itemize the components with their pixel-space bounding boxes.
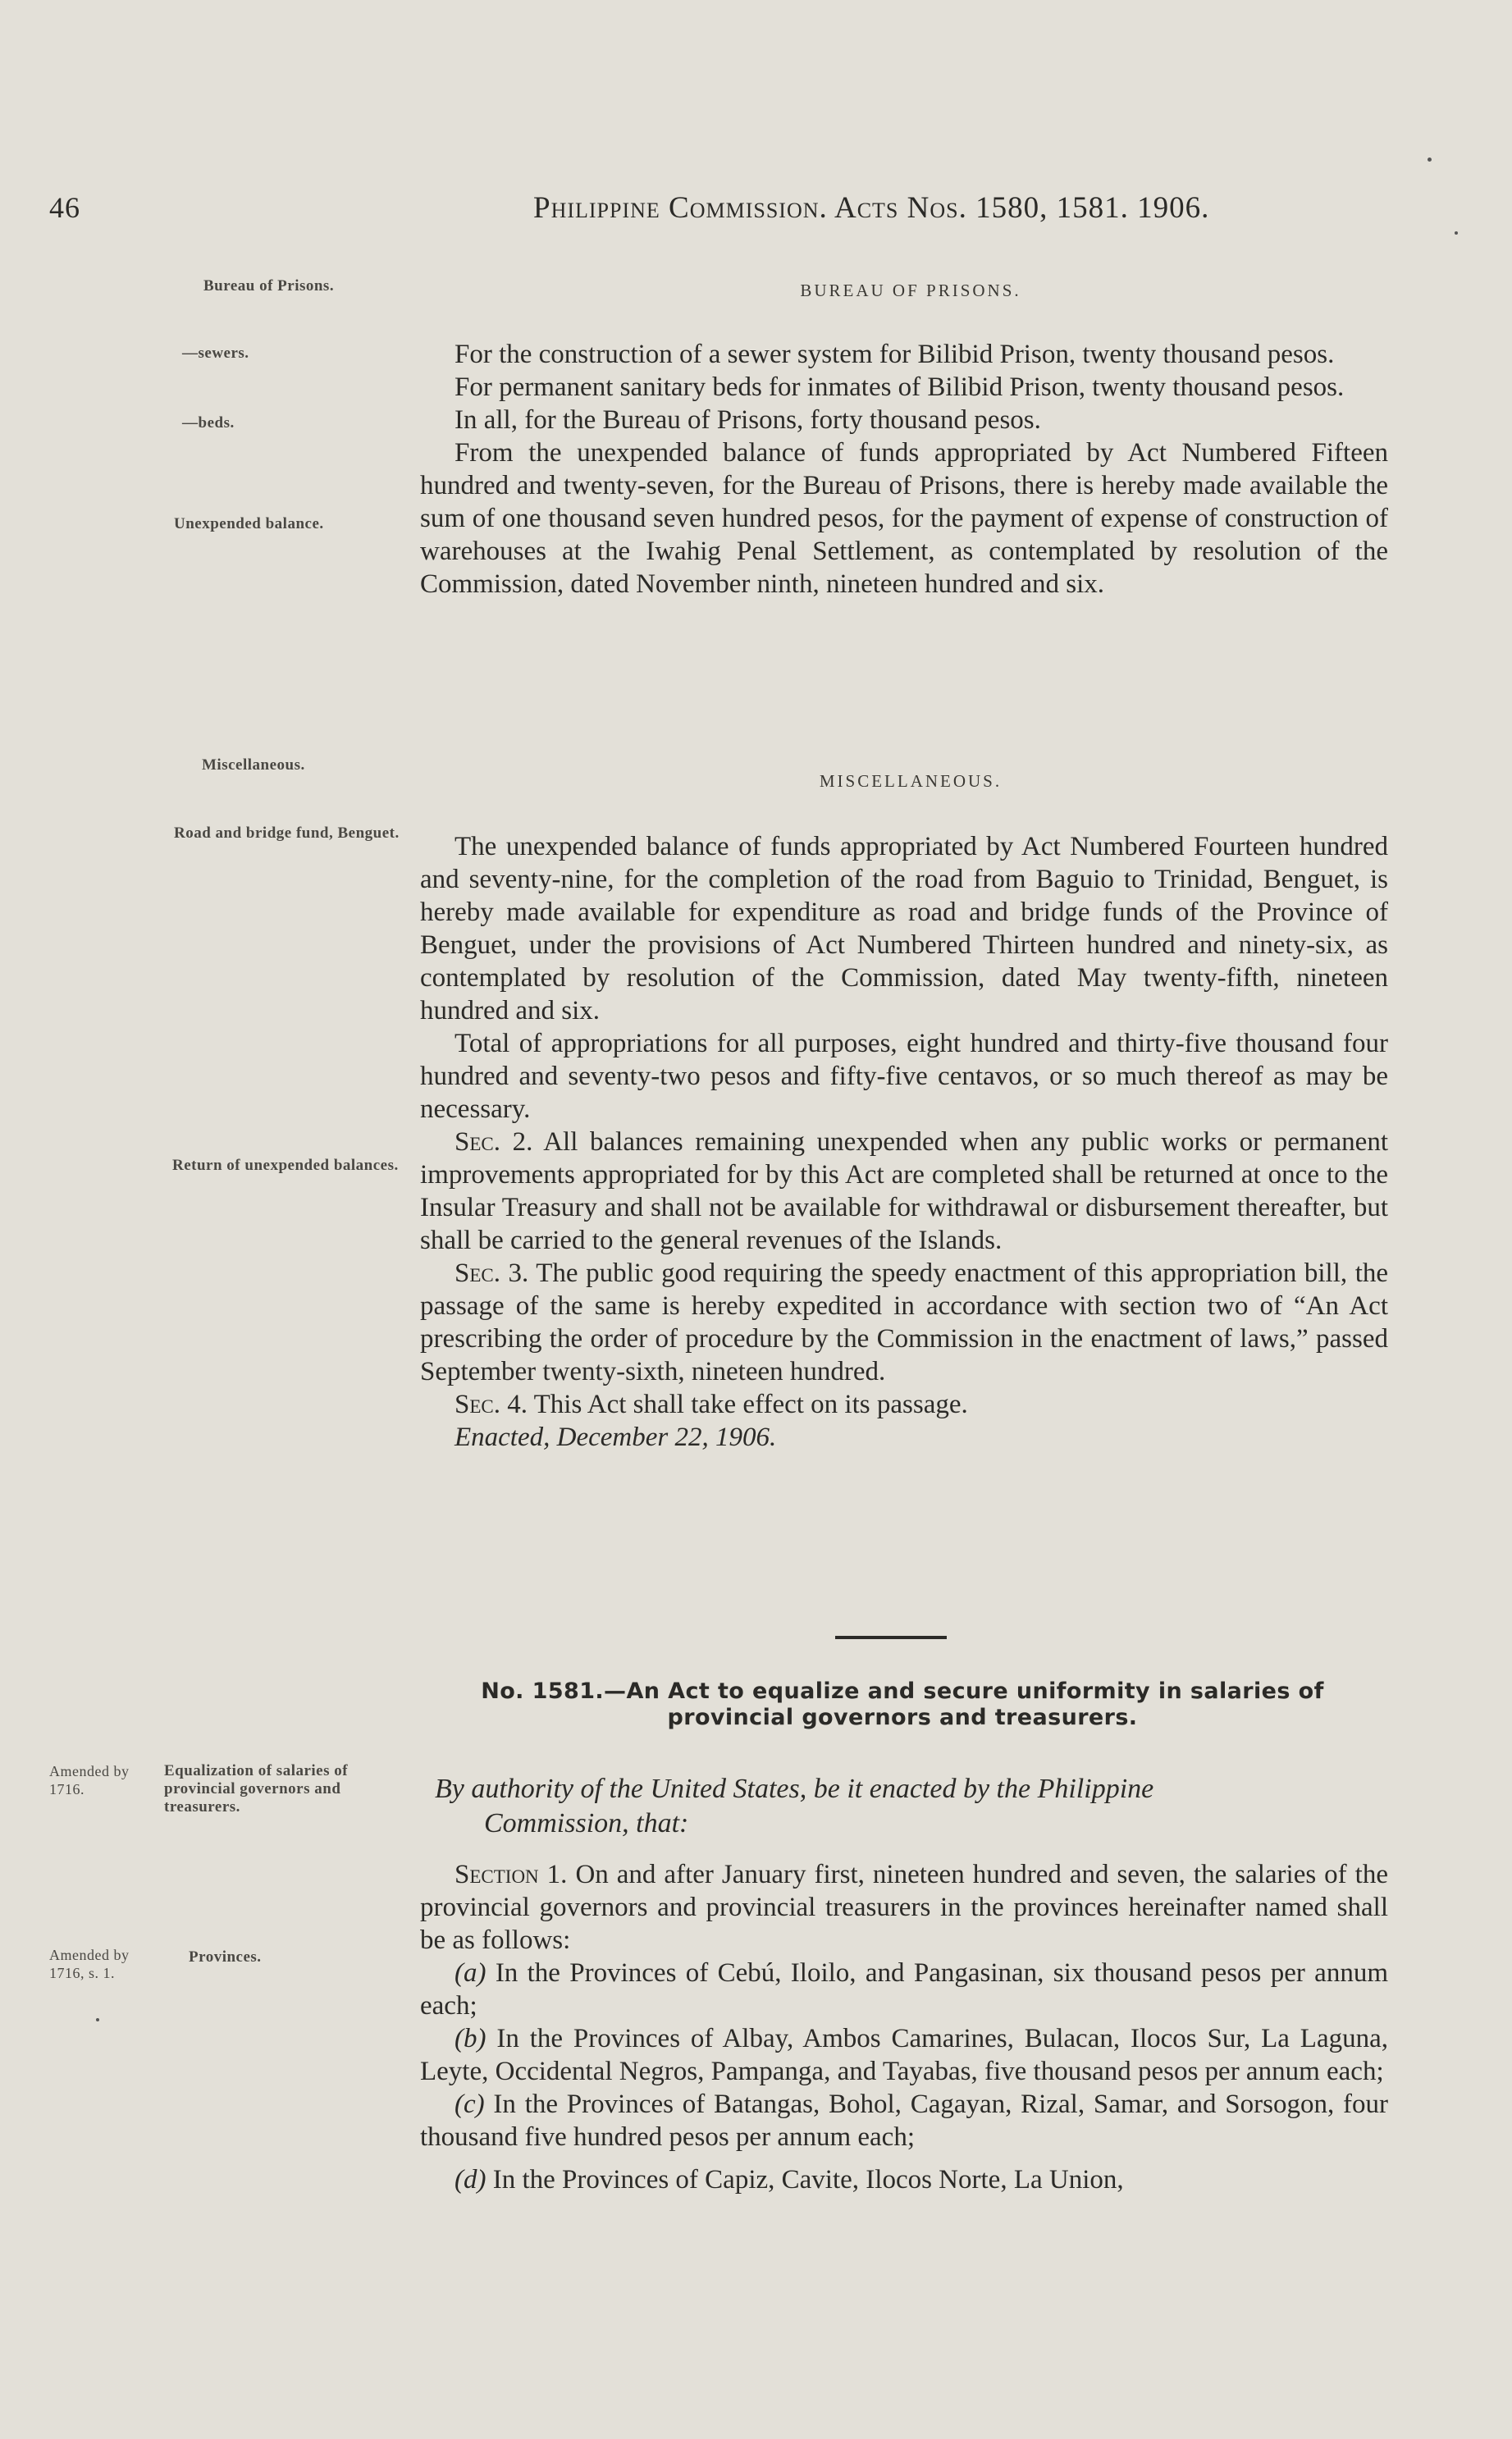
scan-speck [1455, 231, 1458, 235]
paragraph-section-2 [420, 1126, 1388, 1257]
section-4-label: Sec. 4. [455, 1390, 528, 1419]
paragraph-unexpended-balance: From the unexpended balance of funds appropriated by Act Numbered Fifteen hundred and twenty-seven, for the Bureau of Prisons, there is hereby made available the sum of one thousand seven hundred pesos, for the payment of expense of construction of warehouses at the Iwahig Penal Settlement, as contemplated by resolution of the Commission, dated November ninth, nineteen hundred and six. [420, 438, 1388, 599]
paragraph-section-3 [420, 1257, 1388, 1388]
scan-speck [96, 2018, 99, 2021]
paragraph-total-appropriations: Total of appropriations for all purposes, eight hundred and thirty-five thousand four hundred and seventy-two pesos and fifty-five centavos, or so much thereof as may be necessary. [420, 1029, 1388, 1124]
clause-a-text: In the Provinces of Cebú, Iloilo, and Pangasinan, six thousand pesos per annum each; [420, 1958, 1388, 2021]
clause-d [420, 2163, 1388, 2196]
act-1581-title: No. 1581.—An Act to equalize and secure uniformity in salaries of provincial governors and treasurers. [481, 1679, 1324, 1730]
clause-c [420, 2088, 1388, 2154]
margin-note-amended-by-1716-s1: Amended by 1716, s. 1. [49, 1947, 130, 1981]
section-heading-miscellaneous: MISCELLANEOUS. [819, 771, 1003, 791]
margin-note-beds: —beds. [182, 414, 235, 432]
section-4-text: This Act shall take effect on its passage. [528, 1390, 968, 1419]
clause-b [420, 2022, 1388, 2088]
margin-note-miscellaneous: Miscellaneous. [202, 756, 305, 774]
clause-a [420, 1957, 1388, 2022]
section-1-label: Section 1. [455, 1860, 568, 1889]
miscellaneous-body [420, 830, 1388, 1454]
clause-c-text: In the Provinces of Batangas, Bohol, Cagayan, Rizal, Samar, and Sorsogon, four thousand five hundred pesos per annum each; [420, 2090, 1388, 2152]
margin-note-unexpended-balance: Unexpended balance. [174, 515, 324, 532]
margin-note-road-and-bridge-fund: Road and bridge fund, Benguet. [174, 824, 400, 842]
paragraph-sewers: For the construction of a sewer system for Bilibid Prison, twenty thousand pesos. [455, 340, 1335, 369]
scan-speck [1427, 158, 1432, 162]
margin-note-return-unexpended: Return of unexpended balances. [172, 1157, 399, 1174]
clause-a-label: (a) [455, 1958, 486, 1988]
bureau-of-prisons-body [420, 338, 1388, 601]
paragraph-road-fund: The unexpended balance of funds appropriated by Act Numbered Fourteen hundred and seventy-nine, for the completion of the road from Baguio to Trinidad, Benguet, is hereby made available for expenditure as road and bridge funds of the Province of Benguet, under the provisions of Act Numbered Thirteen hundred and ninety-six, as contemplated by resolution of the Commission, dated May twenty-fifth, nineteen hundred and six. [420, 832, 1388, 1025]
paragraph-section-4 [420, 1388, 1388, 1421]
clause-b-text: In the Provinces of Albay, Ambos Camarines, Bulacan, Ilocos Sur, La Laguna, Leyte, Occidental Negros, Pampanga, and Tayabas, five thousand pesos per annum each; [420, 2024, 1388, 2086]
paragraph-prisons-total: In all, for the Bureau of Prisons, forty thousand pesos. [455, 405, 1041, 435]
section-divider-rule [835, 1636, 947, 1639]
section-1-text: On and after January first, nineteen hundred and seven, the salaries of the provincial governors and provincial treasurers in the provinces hereinafter named shall be as follows: [420, 1860, 1388, 1955]
margin-note-bureau-of-prisons: Bureau of Prisons. [203, 277, 335, 295]
clause-c-label: (c) [455, 2090, 485, 2119]
enactment-date: Enacted, December 22, 1906. [455, 1423, 777, 1452]
enacting-clause-line-2: Commission, that: [484, 1808, 689, 1838]
running-head-title: Philippine Commission. Acts Nos. 1580, 1581. 1906. [533, 191, 1210, 225]
clause-d-text: In the Provinces of Capiz, Cavite, Ilocos Norte, La Union, [486, 2165, 1124, 2195]
page-number: 46 [49, 191, 80, 224]
act-1581-body [420, 1858, 1388, 2196]
margin-note-amended-by-1716: Amended by 1716. [49, 1763, 130, 1797]
section-3-text: The public good requiring the speedy enactment of this appropriation bill, the passage of the same is hereby expedited in accordance with section two of “An Act prescribing the order of procedure by the Commission in the enactment of laws,” passed September twenty-sixth, nineteen hundred. [420, 1258, 1389, 1386]
section-heading-bureau-of-prisons: BUREAU OF PRISONS. [800, 281, 1021, 300]
enacting-clause-line-1: By authority of the United States, be it enacted by the Philippine [435, 1774, 1154, 1804]
section-3-label: Sec. 3. [455, 1258, 529, 1288]
enacting-clause [435, 1772, 1386, 1841]
margin-note-equalization-of-salaries: Equalization of salaries of provincial governors and treasurers. [164, 1762, 349, 1816]
paragraph-beds: For permanent sanitary beds for inmates of Bilibid Prison, twenty thousand pesos. [455, 372, 1345, 402]
clause-b-label: (b) [455, 2024, 486, 2053]
paragraph-section-1 [420, 1858, 1388, 1957]
running-head [49, 190, 1477, 240]
section-2-label: Sec. 2. [455, 1127, 533, 1157]
margin-note-provinces: Provinces. [189, 1948, 262, 1966]
section-2-text: All balances remaining unexpended when any public works or permanent improvements appropriated for by this Act are completed shall be returned at once to the Insular Treasury and shall not be available for withdrawal or disbursement thereafter, but shall be carried to the general revenues of the Islands. [420, 1127, 1388, 1255]
clause-d-label: (d) [455, 2165, 486, 2195]
margin-note-sewers: —sewers. [182, 345, 249, 362]
